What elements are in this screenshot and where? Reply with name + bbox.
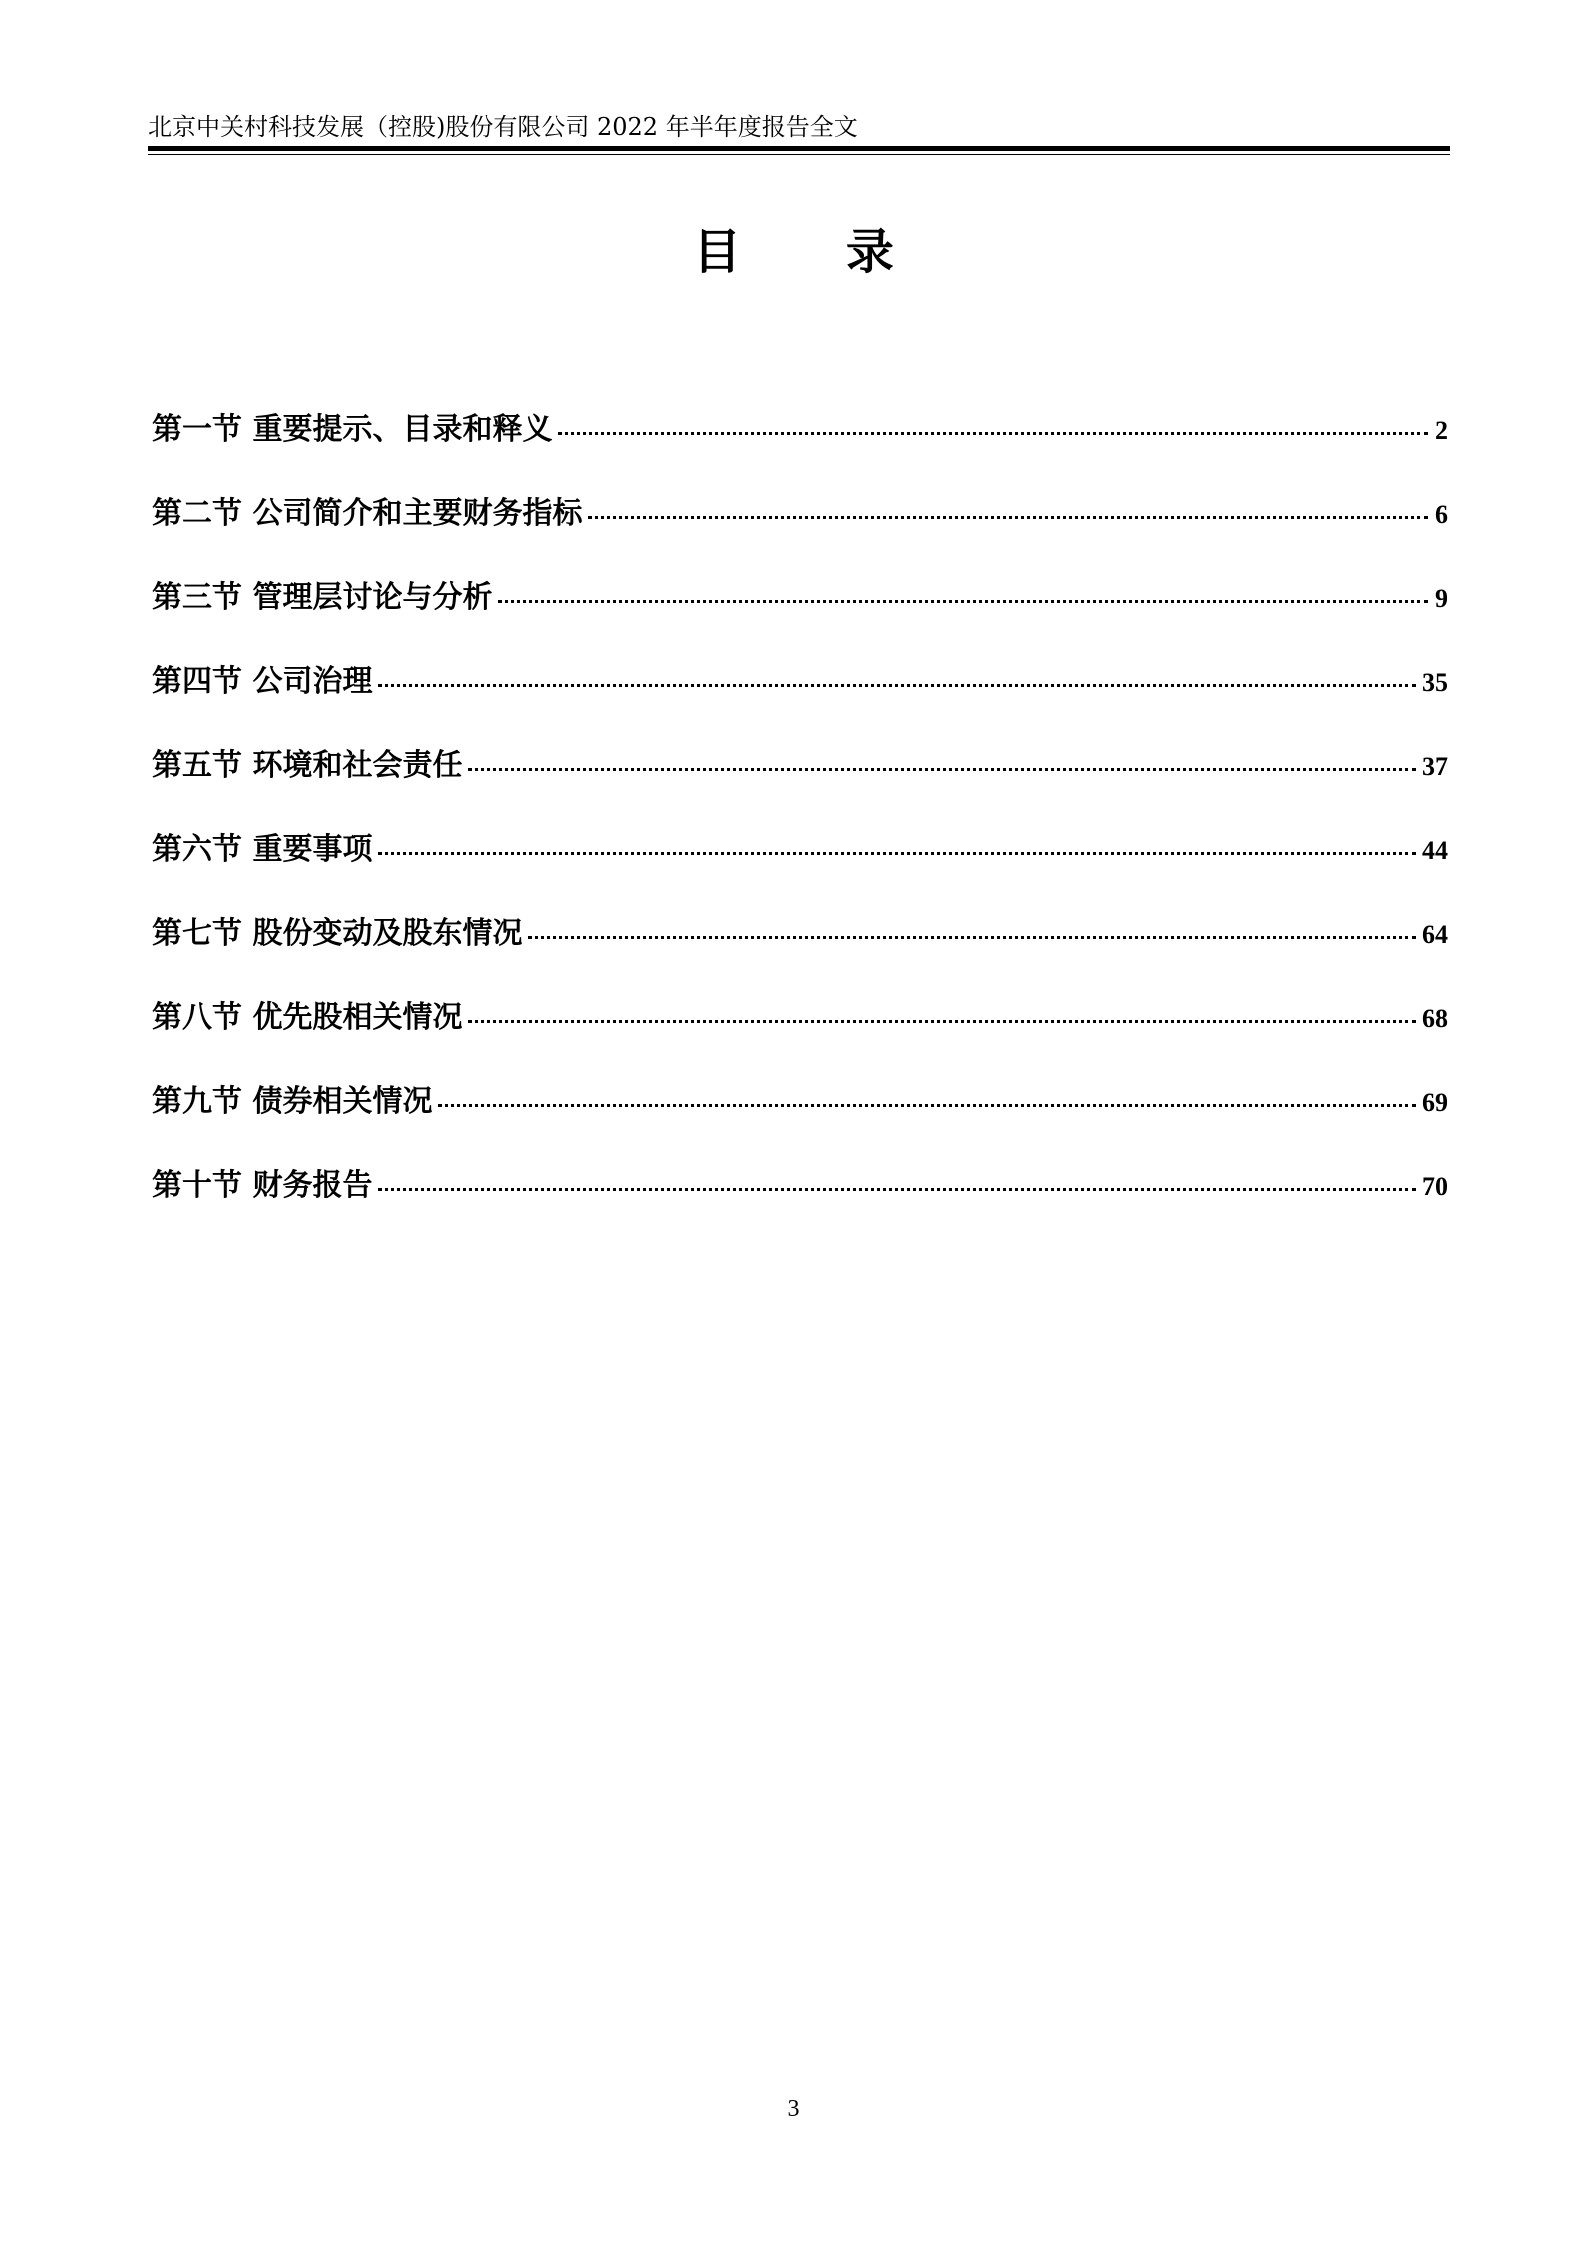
toc-entry-label: 第六节 重要事项 [152, 832, 373, 867]
toc-entry-page: 2 [1435, 416, 1448, 445]
toc-entry-page: 6 [1435, 500, 1448, 529]
toc-entry-page: 37 [1422, 752, 1448, 781]
toc-entry-section-10[interactable] [152, 1156, 1448, 1240]
toc-entry-page: 64 [1422, 920, 1448, 949]
toc-entry-section-7[interactable] [152, 904, 1448, 988]
toc-entry-label: 第九节 债券相关情况 [152, 1084, 433, 1119]
toc-entry-page: 44 [1422, 836, 1448, 865]
toc-title: 目 录 [693, 224, 938, 280]
toc-entry-page: 9 [1435, 584, 1448, 613]
toc-entry-label: 第十节 财务报告 [152, 1168, 373, 1203]
toc-dot-leader [498, 600, 1428, 603]
toc-entry-page: 68 [1422, 1004, 1448, 1033]
toc-entry-label: 第二节 公司简介和主要财务指标 [152, 496, 583, 531]
toc-dot-leader [378, 852, 1416, 855]
header-title: 北京中关村科技发展（控股)股份有限公司 2022 年半年度报告全文 [148, 113, 858, 141]
toc-entry-label: 第四节 公司治理 [152, 664, 373, 699]
toc-entry-section-4[interactable] [152, 652, 1448, 736]
toc-entry-page: 69 [1422, 1088, 1448, 1117]
page-header [148, 112, 1450, 155]
toc-dot-leader [378, 684, 1416, 687]
toc-entry-page: 35 [1422, 668, 1448, 697]
toc-list [152, 400, 1448, 1240]
toc-entry-label: 第三节 管理层讨论与分析 [152, 580, 493, 615]
header-rule-thick [148, 146, 1450, 151]
toc-entry-label: 第七节 股份变动及股东情况 [152, 916, 523, 951]
toc-dot-leader [528, 936, 1416, 939]
toc-entry-label: 第一节 重要提示、目录和释义 [152, 412, 553, 447]
toc-entry-section-1[interactable] [152, 400, 1448, 484]
toc-entry-section-8[interactable] [152, 988, 1448, 1072]
toc-dot-leader [558, 432, 1428, 435]
toc-entry-section-6[interactable] [152, 820, 1448, 904]
toc-dot-leader [438, 1104, 1416, 1107]
toc-entry-page: 70 [1422, 1172, 1448, 1201]
toc-entry-section-5[interactable] [152, 736, 1448, 820]
toc-dot-leader [468, 768, 1416, 771]
toc-entry-section-9[interactable] [152, 1072, 1448, 1156]
toc-dot-leader [588, 516, 1428, 519]
toc-entry-label: 第五节 环境和社会责任 [152, 748, 463, 783]
header-rule-thin [148, 154, 1450, 155]
toc-dot-leader [468, 1020, 1416, 1023]
toc-entry-section-3[interactable] [152, 568, 1448, 652]
toc-dot-leader [378, 1188, 1416, 1191]
toc-entry-label: 第八节 优先股相关情况 [152, 1000, 463, 1035]
toc-entry-section-2[interactable] [152, 484, 1448, 568]
page-number: 3 [787, 2096, 800, 2122]
